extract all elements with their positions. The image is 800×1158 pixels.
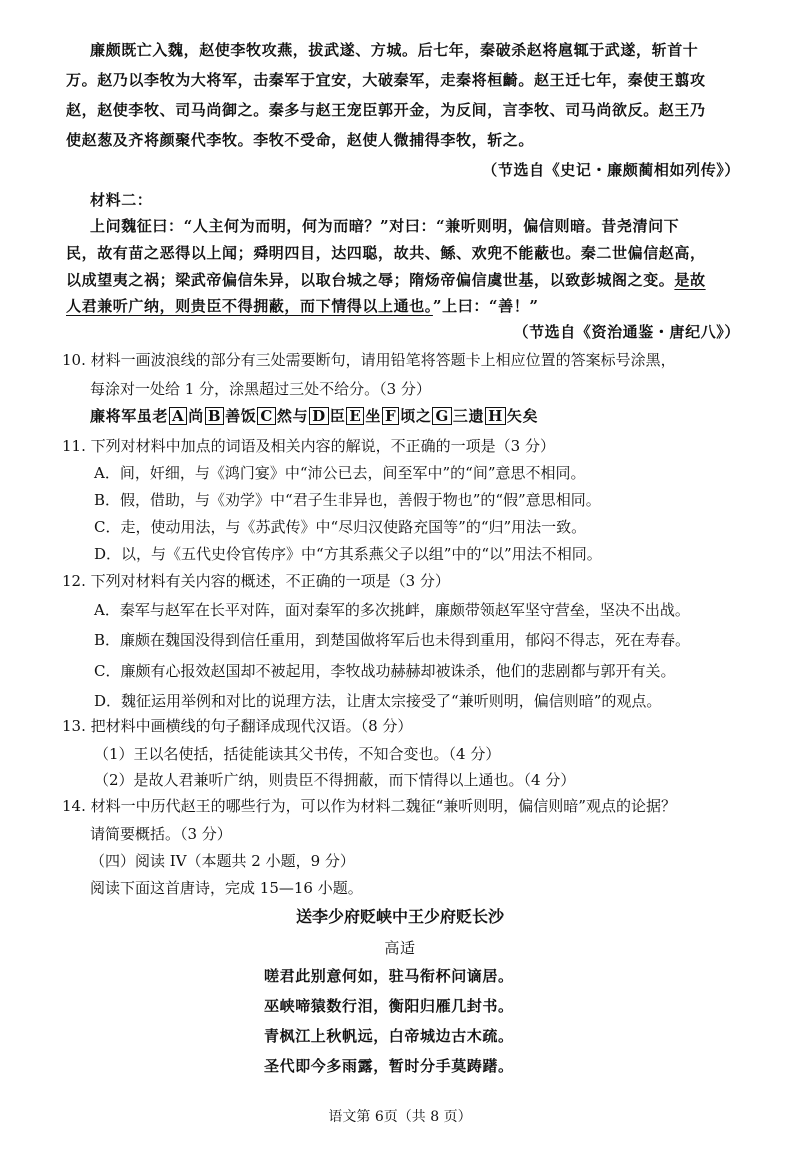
q10-option-box: G bbox=[432, 407, 451, 425]
q10-option-box: F bbox=[382, 407, 399, 425]
poem-line: 巫峡啼猿数行泪，衡阳归雁几封书。 bbox=[264, 997, 514, 1015]
q11-stem: 11. 下列对材料中加点的词语及相关内容的解说，不正确的一项是（3 分） bbox=[62, 437, 555, 455]
q10-sentence: 廉将军虽老 A 尚 B 善饭 C 然与 D 臣 E 坐 F 顷之 G 三遗 H 矢矣 bbox=[90, 407, 539, 425]
material-2-line-2: 民，故有苗之恶得以上闻；舜明四目，达四聪，故共、鲧、欢兜不能蔽也。秦二世偏信赵高， bbox=[66, 244, 706, 262]
material-2-line-3: 以成望夷之祸；梁武帝偏信朱异，以取台城之辱；隋炀帝偏信虞世基，以致彭城阁之变。是故 bbox=[66, 271, 706, 289]
q10-option-box: H bbox=[485, 407, 506, 425]
q10-stem: 10. 材料一画波浪线的部分有三处需要断句，请用铅笔将答题卡上相应位置的答案标号涂黑， bbox=[62, 351, 676, 369]
material-2-heading: 材料二： bbox=[90, 191, 153, 209]
q10-stem-2: 每涂对一处给 1 分，涂黑超过三处不给分。（3 分） bbox=[90, 380, 431, 398]
q11-option-c: C．走，使动用法，与《苏武传》中“尽归汉使路充国等”的“归”用法一致。 bbox=[94, 518, 587, 536]
material-2-line-1: 上问魏征曰：“人主何为而明，何为而暗？”对曰：“兼听则明，偏信则暗。昔尧清问下 bbox=[90, 217, 680, 235]
q12-option-b: B．廉颇在魏国没得到信任重用，到楚国做将军后也未得到重用，郁闷不得志，死在寿春。 bbox=[94, 631, 691, 649]
material-1-line-4: 使赵葱及齐将颜聚代李牧。李牧不受命，赵使人微捕得李牧，斩之。 bbox=[66, 131, 535, 149]
material-2-line-4: 人君兼听广纳，则贵臣不得拥蔽，而下情得以上通也。”上曰：“善！” bbox=[66, 297, 539, 315]
q10-option-box: E bbox=[346, 407, 364, 425]
material-1-line-1: 廉颇既亡入魏，赵使李牧攻燕，拔武遂、方城。后七年，秦破杀赵将扈辄于武遂，斩首十 bbox=[90, 41, 699, 59]
q10-option-box: B bbox=[205, 407, 224, 425]
material-1-source: （节选自《史记・廉颇蔺相如列传》） bbox=[482, 161, 740, 179]
q12-stem: 12. 下列对材料有关内容的概述，不正确的一项是（3 分） bbox=[62, 572, 450, 590]
section-4-heading: （四）阅读 IV（本题共 2 小题，9 分） bbox=[90, 852, 355, 870]
poem-title: 送李少府贬峡中王少府贬长沙 bbox=[295, 907, 504, 926]
section-4-intro: 阅读下面这首唐诗，完成 15—16 小题。 bbox=[90, 879, 363, 897]
q14-stem-2: 请简要概括。（3 分） bbox=[90, 825, 232, 843]
q12-option-d: D．魏征运用举例和对比的说理方法，让唐太宗接受了“兼听则明，偏信则暗”的观点。 bbox=[94, 692, 662, 710]
poem-author: 高适 bbox=[384, 939, 416, 957]
underlined-sentence-start: 是故 bbox=[674, 271, 706, 289]
q12-option-c: C．廉颇有心报效赵国却不被起用，李牧战功赫赫却被诛杀，他们的悲剧都与郭开有关。 bbox=[94, 662, 676, 680]
q12-option-a: A．秦军与赵军在长平对阵，面对秦军的多次挑衅，廉颇带领赵军坚守营垒，坚决不出战。 bbox=[94, 601, 690, 619]
material-2-source: （节选自《资治通鉴・唐纪八》） bbox=[513, 323, 740, 341]
material-1-line-3: 赵，赵使李牧、司马尚御之。秦多与赵王宠臣郭开金，为反间，言李牧、司马尚欲反。赵王乃 bbox=[66, 101, 706, 119]
material-1-line-2: 万。赵乃以李牧为大将军，击秦军于宜安，大破秦军，走秦将桓齮。赵王迁七年，秦使王翦攻 bbox=[66, 71, 706, 89]
q13-stem: 13. 把材料中画横线的句子翻译成现代汉语。（8 分） bbox=[62, 717, 413, 735]
q10-option-box: A bbox=[169, 407, 187, 425]
q10-option-box: D bbox=[309, 407, 329, 425]
q11-option-b: B．假，借助，与《劝学》中“君子生非异也，善假于物也”的“假”意思相同。 bbox=[94, 491, 601, 509]
q10-option-box: C bbox=[257, 407, 276, 425]
poem-line: 圣代即今多雨露，暂时分手莫踌躇。 bbox=[264, 1057, 514, 1075]
underlined-sentence: 人君兼听广纳，则贵臣不得拥蔽，而下情得以上通也。 bbox=[66, 297, 433, 315]
page-footer: 语文第 6页（共 8 页） bbox=[328, 1109, 472, 1125]
poem-line: 青枫江上秋帆远，白帝城边古木疏。 bbox=[264, 1027, 514, 1045]
q14-stem: 14. 材料一中历代赵王的哪些行为，可以作为材料二魏征“兼听则明，偏信则暗”观点的论据？ bbox=[62, 797, 676, 815]
q13-sentence-2: （2）是故人君兼听广纳，则贵臣不得拥蔽，而下情得以上通也。（4 分） bbox=[94, 771, 576, 789]
q11-option-d: D．以，与《五代史伶官传序》中“方其系燕父子以组”中的“以”用法不相同。 bbox=[94, 545, 602, 563]
poem-line: 嗟君此别意何如，驻马衔杯问谪居。 bbox=[264, 967, 514, 985]
q13-sentence-1: （1）王以名使括，括徒能读其父书传，不知合变也。（4 分） bbox=[94, 745, 501, 763]
q11-option-a: A．间，奸细，与《鸿门宴》中“沛公已去，间至军中”的“间”意思不相同。 bbox=[94, 464, 586, 482]
